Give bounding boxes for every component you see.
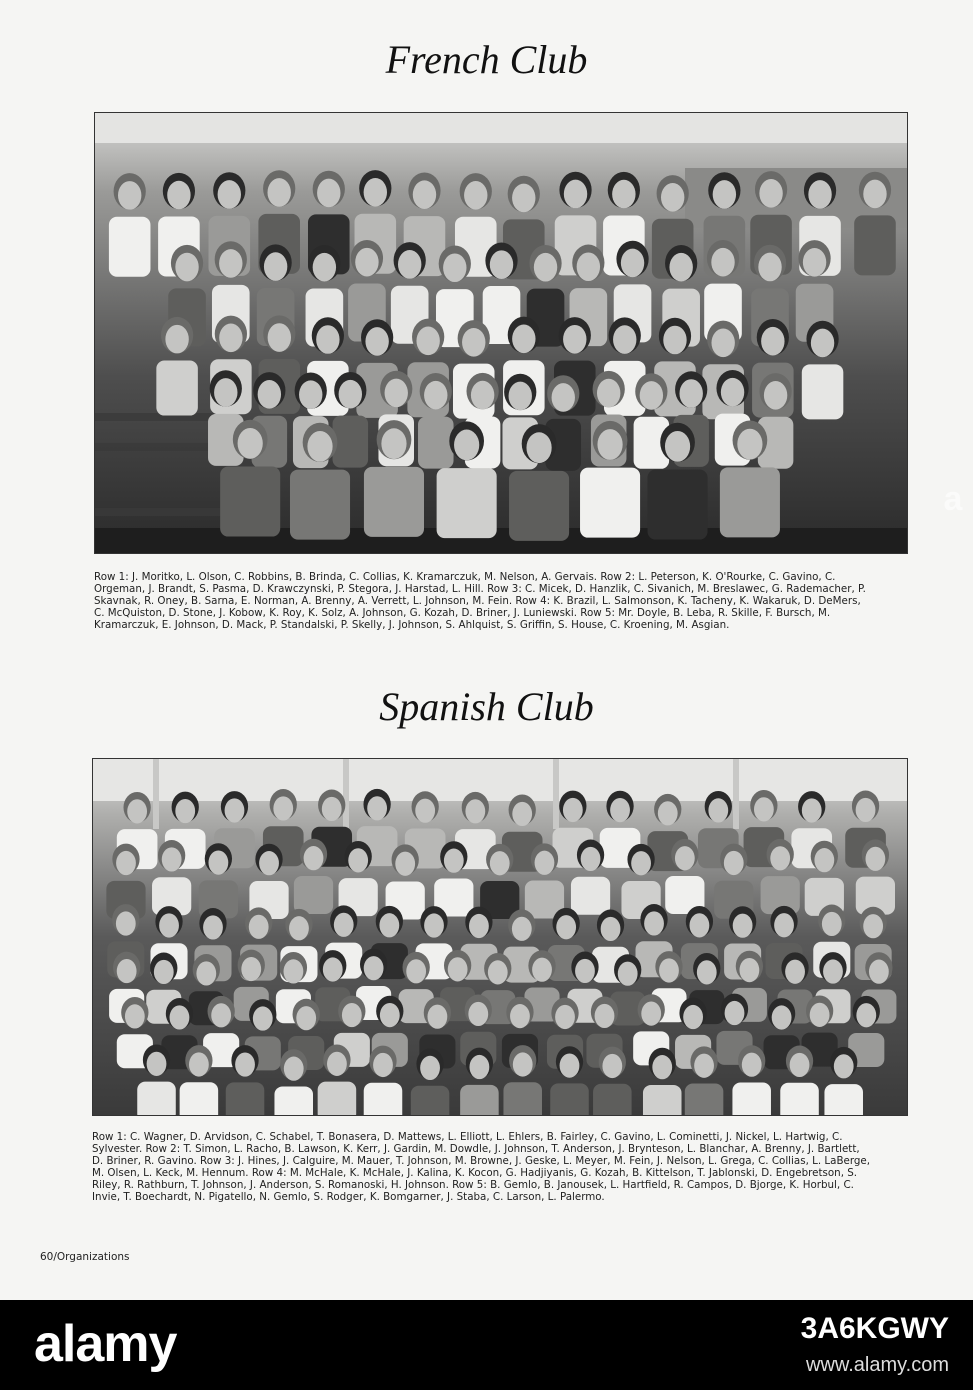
- photo-figure-face: [398, 250, 421, 279]
- photo-figure-face: [175, 799, 195, 823]
- photo-figure-body: [364, 1083, 403, 1115]
- photo-figure-face: [219, 324, 242, 353]
- photo-figure-face: [512, 184, 535, 213]
- photo-figure-face: [424, 913, 444, 937]
- photo-figure-face: [125, 1004, 145, 1028]
- photo-figure-face: [127, 799, 147, 823]
- photo-figure-face: [327, 1052, 347, 1076]
- photo-figure-face: [443, 253, 466, 282]
- photo-figure-body: [318, 1082, 357, 1115]
- photo-figure-face: [690, 913, 710, 937]
- photo-figure-body: [643, 1085, 682, 1115]
- photo-figure-face: [165, 325, 188, 354]
- photo-figure-face: [203, 915, 223, 939]
- photo-figure-face: [659, 958, 679, 982]
- photo-figure-body: [550, 1083, 589, 1115]
- spanish-club-title: Spanish Club: [379, 684, 594, 729]
- photo-figure-face: [556, 915, 576, 939]
- photo-figure-face: [238, 428, 263, 459]
- photo-figure-face: [364, 956, 384, 980]
- photo-figure-face: [367, 796, 387, 820]
- spanish-club-photo-graphic: [93, 759, 907, 1115]
- photo-figure-body: [802, 364, 844, 419]
- photo-figure-body: [137, 1082, 176, 1115]
- photo-figure-face: [512, 325, 535, 354]
- photo-figure-face: [856, 1003, 876, 1027]
- photo-figure-body: [418, 417, 454, 469]
- photo-figure-face: [219, 249, 242, 278]
- photo-figure-body: [180, 1082, 219, 1115]
- photo-figure-face: [644, 911, 664, 935]
- photo-figure-face: [610, 798, 630, 822]
- photo-figure-face: [621, 249, 644, 278]
- photo-figure-face: [555, 1005, 575, 1029]
- photo-figure-face: [739, 958, 759, 982]
- photo-figure-face: [810, 1003, 830, 1027]
- photo-figure-face: [117, 959, 137, 983]
- photo-figure-face: [159, 913, 179, 937]
- photo-figure-face: [284, 1057, 304, 1081]
- photo-figure-face: [532, 958, 552, 982]
- photo-figure-face: [348, 848, 368, 872]
- photo-figure-face: [618, 962, 638, 986]
- photo-figure-body: [290, 470, 350, 540]
- photo-figure-face: [395, 852, 415, 876]
- photo-figure-body: [364, 467, 424, 537]
- photo-figure-face: [535, 851, 555, 875]
- photo-figure-face: [253, 1006, 273, 1030]
- photo-figure-body: [824, 1084, 863, 1115]
- photo-figure-face: [470, 1055, 490, 1079]
- photo-figure-face: [560, 1053, 580, 1077]
- photo-figure-body: [226, 1082, 265, 1115]
- photo-figure-body: [220, 467, 280, 537]
- spanish-club-caption: Row 1: C. Wagner, D. Arvidson, C. Schabel, T. Bonasera, D. Mattews, L. Elliott, L. Ehlers, B. Fairley, C. Gavino, L. Cominetti, J. Nickel, L. Hartwig, C. Sylvester. Row 2: T. Simon, L. Racho, B. Lawson, K. Kerr, J. Gardin, M. Dowdle, J. Johnson, T. Anderson, J. Brynteson, L. Blanchar, A. Brenny, J. Bartlett, D. Briner, R. Gavino. Row 3: J. Hines, J. Calguire, M. Mauer, T. Johnson, M. Browne, J. Geske, L. Meyer, M. Fein, J. Nelson, L. Grega, C. Collias, L. LaBerge, M. Olsen, L. Keck, M. Hennum. Row 4: M. McHale, K. McHale, J. Kalina, K. Kocon, G. Hadjiyanis, G. Kozah, B. Kittelson, T. Jablonski, D. Engebretson, S. Riley, R. Rathburn, T. Johnson, J. Anderson, S. Romanoski, H. Johnson. Row 5: B. Gemlo, B. Janousek, L. Hartfield, R. Campos, D. Bjorge, K. Horbul, C. Invie, T. Boechardt, N. Pigatello, N. Gemlo, S. Rodger, K. Bomgarner, J. Staba, C. Larson, L. Palermo.: [92, 1131, 871, 1204]
- photo-figure-face: [465, 799, 485, 823]
- photo-figure-face: [725, 1001, 745, 1025]
- photo-figure-body: [156, 361, 198, 416]
- photo-figure-face: [385, 379, 408, 408]
- photo-figure-face: [512, 917, 532, 941]
- photo-figure-face: [754, 797, 774, 821]
- photo-figure-face: [822, 912, 842, 936]
- photo-figure-face: [235, 1052, 255, 1076]
- photo-figure-face: [711, 248, 734, 277]
- photo-figure-face: [526, 432, 551, 463]
- french-club-photo: [94, 112, 908, 554]
- photo-figure-face: [675, 846, 695, 870]
- photo-figure-face: [214, 378, 237, 407]
- photo-figure-body: [593, 1084, 632, 1115]
- photo-figure-face: [577, 252, 600, 281]
- photo-figure-face: [258, 380, 281, 409]
- photo-figure-body: [109, 217, 151, 277]
- photo-figure-face: [273, 796, 293, 820]
- photo-figure-body: [460, 1085, 499, 1115]
- photo-figure-face: [663, 326, 686, 355]
- photo-figure-face: [162, 847, 182, 871]
- photo-figure-face: [612, 180, 635, 209]
- photo-figure-face: [170, 1005, 190, 1029]
- photo-figure-face: [296, 1006, 316, 1030]
- photo-figure-face: [785, 960, 805, 984]
- photo-figure-face: [602, 1054, 622, 1078]
- photo-figure-face: [317, 179, 340, 208]
- photo-figure-face: [581, 847, 601, 871]
- photo-figure-face: [116, 911, 136, 935]
- photo-figure-face: [640, 381, 663, 410]
- photo-figure-face: [823, 959, 843, 983]
- photo-figure-face: [420, 1056, 440, 1080]
- photo-figure-face: [658, 801, 678, 825]
- photo-figure-face: [563, 325, 586, 354]
- photo-figure-face: [339, 380, 362, 409]
- photo-figure-face: [469, 914, 489, 938]
- photo-figure-face: [365, 327, 388, 356]
- photo-figure-face: [379, 913, 399, 937]
- photo-figure-face: [116, 851, 136, 875]
- photo-figure-face: [737, 429, 762, 460]
- photo-figure-face: [118, 181, 141, 210]
- photo-figure-face: [167, 181, 190, 210]
- photo-figure-face: [865, 847, 885, 871]
- photo-figure-face: [323, 957, 343, 981]
- photo-figure-body: [411, 1086, 450, 1115]
- photo-figure-face: [268, 323, 291, 352]
- page-folio: 60/Organizations: [40, 1251, 130, 1263]
- french-club-title: French Club: [385, 37, 588, 82]
- photo-figure-face: [406, 959, 426, 983]
- photo-figure-face: [770, 846, 790, 870]
- photo-figure-face: [488, 960, 508, 984]
- photo-figure-face: [241, 957, 261, 981]
- photo-figure-face: [733, 914, 753, 938]
- photo-figure-face: [364, 178, 387, 207]
- photo-figure-face: [342, 1003, 362, 1027]
- photo-figure-face: [218, 180, 241, 209]
- spanish-club-photo: [92, 758, 908, 1116]
- french-club-photo-graphic: [95, 113, 907, 553]
- photo-figure-body: [685, 1084, 724, 1115]
- photo-figure-face: [683, 1005, 703, 1029]
- photo-figure-body: [580, 468, 640, 538]
- photo-figure-face: [552, 383, 575, 412]
- photo-figure-face: [175, 253, 198, 282]
- photo-figure-body: [503, 1082, 542, 1115]
- photo-figure-body: [333, 416, 369, 468]
- photo-figure-body: [274, 1086, 313, 1115]
- photo-figure-body: [648, 470, 708, 540]
- photo-figure-face: [307, 431, 332, 462]
- photo-figure-face: [721, 378, 744, 407]
- photo-figure-face: [697, 960, 717, 984]
- photo-figure-face: [641, 1001, 661, 1025]
- photo-figure-face: [355, 248, 378, 277]
- photo-figure-face: [761, 327, 784, 356]
- photo-figure-face: [811, 329, 834, 358]
- watermark-side-mark: a: [943, 480, 963, 518]
- photo-figure-face: [869, 960, 889, 984]
- photo-figure-face: [416, 327, 439, 356]
- photo-figure-face: [444, 849, 464, 873]
- photo-figure-face: [284, 959, 304, 983]
- photo-figure-face: [462, 328, 485, 357]
- photo-figure-face: [595, 1004, 615, 1028]
- photo-figure-face: [513, 1052, 533, 1076]
- photo-figure-face: [863, 180, 886, 209]
- photo-figure-face: [381, 428, 406, 459]
- photo-figure-face: [299, 380, 322, 409]
- photo-figure-face: [334, 913, 354, 937]
- photo-figure-face: [512, 802, 532, 826]
- photo-figure-body: [509, 471, 569, 541]
- photo-figure-body: [720, 467, 780, 537]
- photo-figure-face: [264, 252, 287, 281]
- photo-figure-body: [854, 215, 896, 275]
- photo-figure-face: [564, 180, 587, 209]
- photo-figure-face: [154, 960, 174, 984]
- photo-figure-face: [471, 381, 494, 410]
- photo-figure-face: [774, 913, 794, 937]
- photo-figure-face: [724, 851, 744, 875]
- photo-figure-face: [790, 1053, 810, 1077]
- photo-figure-face: [563, 798, 583, 822]
- photo-figure-face: [708, 798, 728, 822]
- photo-figure-face: [448, 957, 468, 981]
- photo-figure-face: [601, 917, 621, 941]
- photo-figure-face: [764, 381, 787, 410]
- photo-figure-face: [509, 382, 532, 411]
- photo-figure-face: [631, 851, 651, 875]
- photo-figure-face: [802, 798, 822, 822]
- image-id: 3A6KGWY: [800, 1312, 949, 1345]
- photo-figure-face: [669, 253, 692, 282]
- photo-figure-face: [267, 178, 290, 207]
- photo-figure-face: [613, 325, 636, 354]
- photo-figure-face: [208, 850, 228, 874]
- french-club-caption: Row 1: J. Moritko, L. Olson, C. Robbins, B. Brinda, C. Collias, K. Kramarczuk, M. Nelson, A. Gervais. Row 2: L. Peterson, K. O'Rourke, C. Gavino, C. Orgeman, J. Brandt, S. Pasma, D. Krawczynski, P. Stegora, J. Harstad, L. Hill. Row 3: C. Micek, D. Hanzlik, C. Sivanich, M. Breslawec, G. Rademacher, P. Skavnak, R. Oney, B. Sarna, E. Norman, A. Brenny, A. Verrett, L. Johnson, M. Fein. Row 4: K. Brazil, L. Salmonson, K. Tacheny, K. Wakaruk, D. DeMers, C. McQuiston, D. Stone, J. Kobow, K. Roy, K. Solz, A. Johnson, G. Kozah, D. Briner, J. Luniewski. Row 5: Mr. Doyle, B. Leba, R. Skille, F. Bursch, M. Kramarczuk, E. Johnson, D. Mack, P. Standalski, P. Skelly, J. Johnson, S. Ahlquist, S. Griffin, S. House, C. Kroening, M. Asgian.: [94, 571, 866, 632]
- watermark-footer: [0, 1300, 973, 1390]
- photo-figure-face: [454, 430, 479, 461]
- photo-figure-face: [758, 253, 781, 282]
- photo-figure-face: [289, 916, 309, 940]
- photo-figure-face: [772, 1005, 792, 1029]
- photo-figure-face: [814, 848, 834, 872]
- photo-figure-face: [711, 329, 734, 358]
- photo-figure-face: [834, 1054, 854, 1078]
- photo-figure-face: [652, 1055, 672, 1079]
- photo-figure-face: [759, 179, 782, 208]
- photo-figure-face: [490, 250, 513, 279]
- photo-figure-face: [196, 961, 216, 985]
- photo-figure-body: [571, 877, 610, 915]
- photo-figure-face: [468, 1002, 488, 1026]
- photo-figure-face: [380, 1003, 400, 1027]
- photo-figure-face: [575, 959, 595, 983]
- photo-figure-face: [863, 914, 883, 938]
- photo-figure-face: [694, 1054, 714, 1078]
- watermark-url: www.alamy.com: [806, 1354, 949, 1376]
- photo-figure-face: [147, 1052, 167, 1076]
- photo-figure-face: [415, 799, 435, 823]
- photo-figure-body: [732, 1083, 771, 1115]
- photo-figure-face: [661, 183, 684, 212]
- photo-figure-body: [437, 468, 497, 538]
- photo-figure-face: [189, 1052, 209, 1076]
- photo-figure-face: [249, 915, 269, 939]
- photo-figure-face: [534, 253, 557, 282]
- photo-figure-face: [259, 851, 279, 875]
- photo-figure-face: [464, 181, 487, 210]
- photo-figure-face: [424, 381, 447, 410]
- photo-figure-face: [713, 180, 736, 209]
- photo-figure-face: [373, 1053, 393, 1077]
- photo-figure-body: [294, 876, 333, 914]
- photo-figure-face: [597, 379, 620, 408]
- photo-figure-body: [780, 1083, 819, 1115]
- photo-figure-face: [322, 797, 342, 821]
- photo-figure-face: [427, 1005, 447, 1029]
- photo-figure-face: [597, 429, 622, 460]
- photo-figure-face: [665, 431, 690, 462]
- alamy-logo: alamy: [34, 1315, 177, 1373]
- photo-figure-face: [803, 248, 826, 277]
- photo-figure-face: [742, 1053, 762, 1077]
- photo-figure-face: [490, 851, 510, 875]
- photo-figure-face: [856, 798, 876, 822]
- photo-figure-face: [304, 846, 324, 870]
- photo-figure-face: [211, 1003, 231, 1027]
- photo-figure-face: [679, 379, 702, 408]
- photo-figure-face: [225, 798, 245, 822]
- photo-figure-face: [313, 253, 336, 282]
- photo-figure-face: [316, 325, 339, 354]
- photo-figure-face: [510, 1004, 530, 1028]
- photo-figure-face: [808, 180, 831, 209]
- photo-figure-face: [413, 180, 436, 209]
